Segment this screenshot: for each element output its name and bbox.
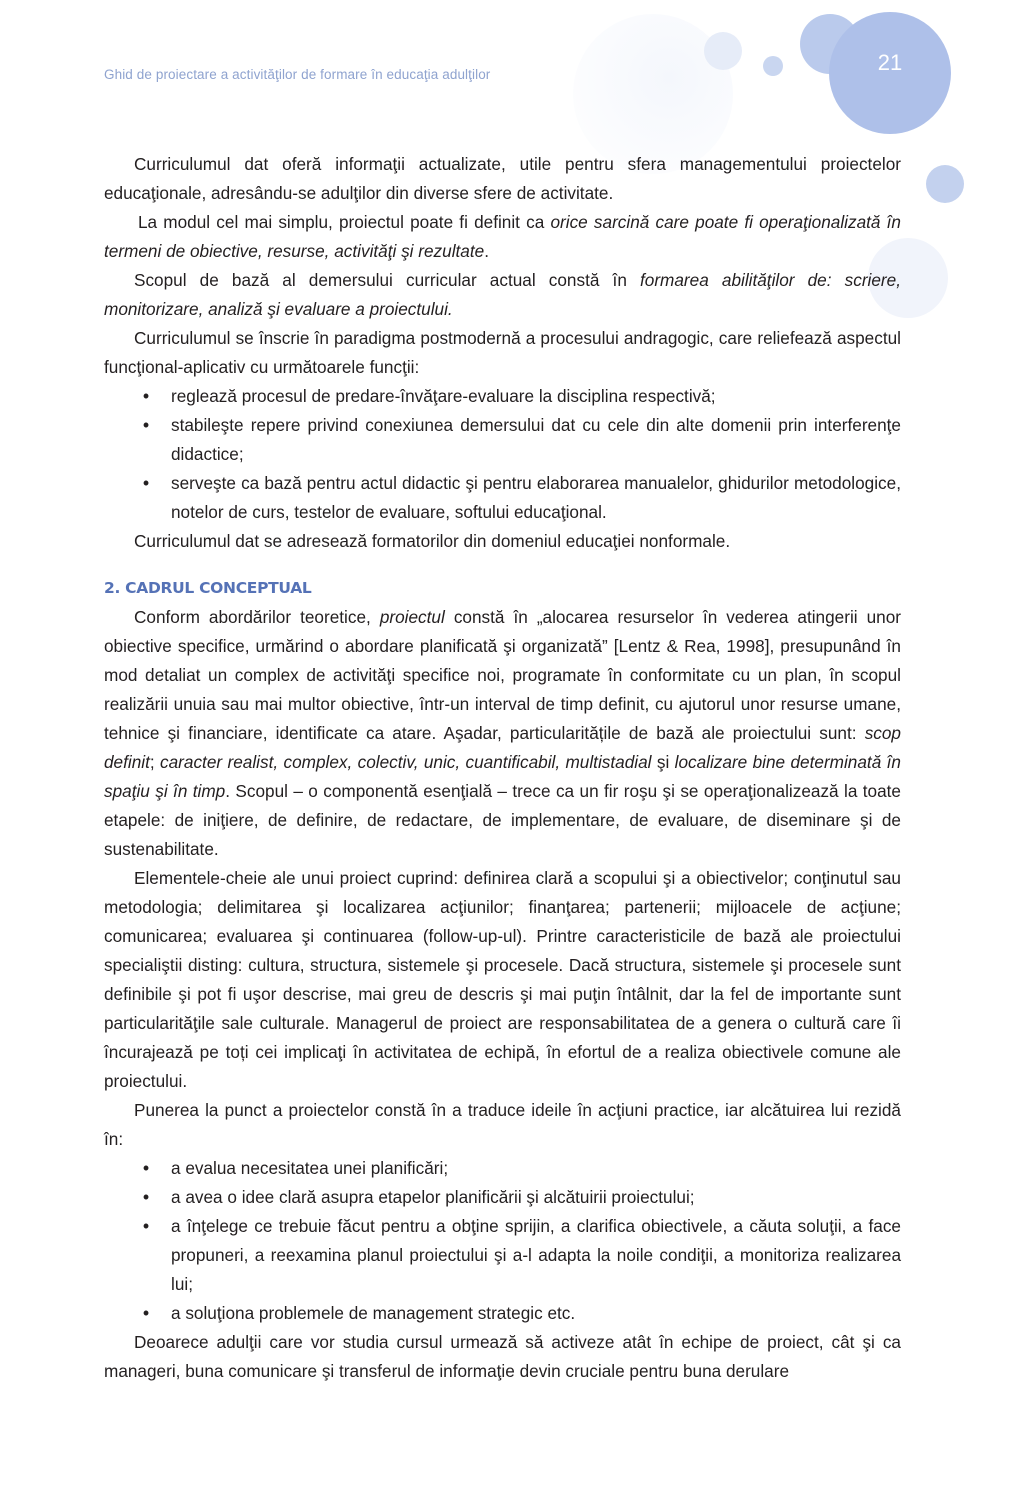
list-item: • a avea o idee clară asupra etapelor planificării şi alcătuirii proiectului; <box>104 1183 901 1212</box>
paragraph-functions: Curriculumul se înscrie în paradigma postmodernă a procesului andragogic, care reliefează aspectul funcţional-aplicativ cu următoarele funcţii: <box>104 328 901 377</box>
bullet-icon <box>139 411 153 440</box>
bullet-icon <box>139 1212 153 1241</box>
bullet-icon <box>139 1299 153 1328</box>
bullet-icon <box>139 469 153 498</box>
list-item: • a evalua necesitatea unei planificări; <box>104 1154 901 1183</box>
list-item: • a soluţiona problemele de management strategic etc. <box>104 1299 901 1328</box>
paragraph-communication: Deoarece adulţii care vor studia cursul urmează să activeze atât în echipe de proiect, cât şi ca manageri, buna comunicare şi transferul de informaţie devin cruciale pentru buna derulare <box>104 1332 901 1381</box>
paragraph-planning: Punerea la punct a proiectelor constă în a traduce ideile în acţiuni practice, iar alcătuirea lui rezidă în: <box>104 1100 901 1149</box>
decor-circle-small <box>704 32 742 70</box>
page-content <box>104 150 901 1386</box>
list-item: • a înţelege ce trebuie făcut pentru a obţine sprijin, a clarifica obiectivele, a căuta soluţii, a face propuneri, a reexamina planul proiectului şi a-l adapta la noile condiţii, a monitoriza realizarea lui; <box>104 1212 901 1299</box>
section-heading: 2. CADRUL CONCEPTUAL <box>104 579 312 597</box>
decor-circle-side <box>926 165 964 203</box>
paragraph-key-elements: Elementele-cheie ale unui proiect cuprind: definirea clară a scopului şi a obiectivelor; conţinutul sau metodologia; delimitarea şi localizarea acţiunilor; finanţarea; partenerii; mijloacele de acţiune; comunicarea; evaluarea şi continuarea (follow-up-ul). Printre caracteristicile de bază ale proiectului specialiştii disting: cultura, structura, sistemele şi procesele. Dacă structura, sistemele şi procesele sunt definibile şi pot fi uşor descrise, mai greu de descris şi mai puţin întâlnit, dar la fel de importante sunt particularităţile sale culturale. Managerul de proiect are responsabilitatea de a genera o cultură care îi încurajează pe toți cei implicaţi în activitatea de echipă, în efortul de a realiza obiectivele comune ale proiectului. <box>104 868 901 1091</box>
list-item: • serveşte ca bază pentru actul didactic şi pentru elaborarea manualelor, ghidurilor metodologice, notelor de curs, testelor de evaluare, softului educaţional. <box>104 469 901 527</box>
bullet-icon <box>139 1154 153 1183</box>
bullet-icon <box>139 1183 153 1212</box>
planning-list <box>104 1154 901 1328</box>
paragraph-definition: La modul cel mai simplu, proiectul poate fi definit ca orice sarcină care poate fi operaţionalizată în termeni de obiective, resurse, activităţi şi rezultate. <box>104 212 901 261</box>
paragraph-audience: Curriculumul dat se adresează formatorilor din domeniul educaţiei nonformale. <box>134 531 731 551</box>
functions-list <box>104 382 901 527</box>
list-item: • stabileşte repere privind conexiunea demersului dat cu cele din alte domenii prin interferenţe didactice; <box>104 411 901 469</box>
page-number: 21 <box>877 50 903 75</box>
decor-circle-dot <box>763 56 783 76</box>
running-header: Ghid de proiectare a activităţilor de formare în educaţia adulţilor <box>104 67 491 82</box>
paragraph-scope: Scopul de bază al demersului curricular actual constă în formarea abilităţilor de: scriere, monitorizare, analiză şi evaluare a proiectului. <box>104 270 901 319</box>
paragraph-concept: Conform abordărilor teoretice, proiectul constă în „alocarea resurselor în vederea atingerii unor obiective specifice, urmărind o abordare planificată şi organizată” [Lentz & Rea, 1998], presupunând în mod detaliat un complex de activităţi specifice noi, programate în conformitate cu un plan, în scopul realizării unuia sau mai multor obiective, într-un interval de timp definit, cu ajutorul unor resurse umane, tehnice şi financiare, identificate ca atare. Aşadar, particularitățile de bază ale proiectului sunt: scop definit; caracter realist, complex, colectiv, unic, cuantificabil, multistadial şi localizare bine determinată în spaţiu şi în timp. Scopul – o componentă esenţială – trece ca un fir roşu şi se operaţionalizează la toate etapele: de iniţiere, de definire, de redactare, de implementare, de evaluare, de diseminare şi de sustenabilitate. <box>104 607 902 859</box>
paragraph-intro: Curriculumul dat oferă informaţii actualizate, utile pentru sfera managementului proiectelor educaţionale, adresându-se adulţilor din diverse sfere de activitate. <box>104 154 901 203</box>
list-item: • reglează procesul de predare-învăţare-evaluare la disciplina respectivă; <box>104 382 901 411</box>
bullet-icon <box>139 382 153 411</box>
